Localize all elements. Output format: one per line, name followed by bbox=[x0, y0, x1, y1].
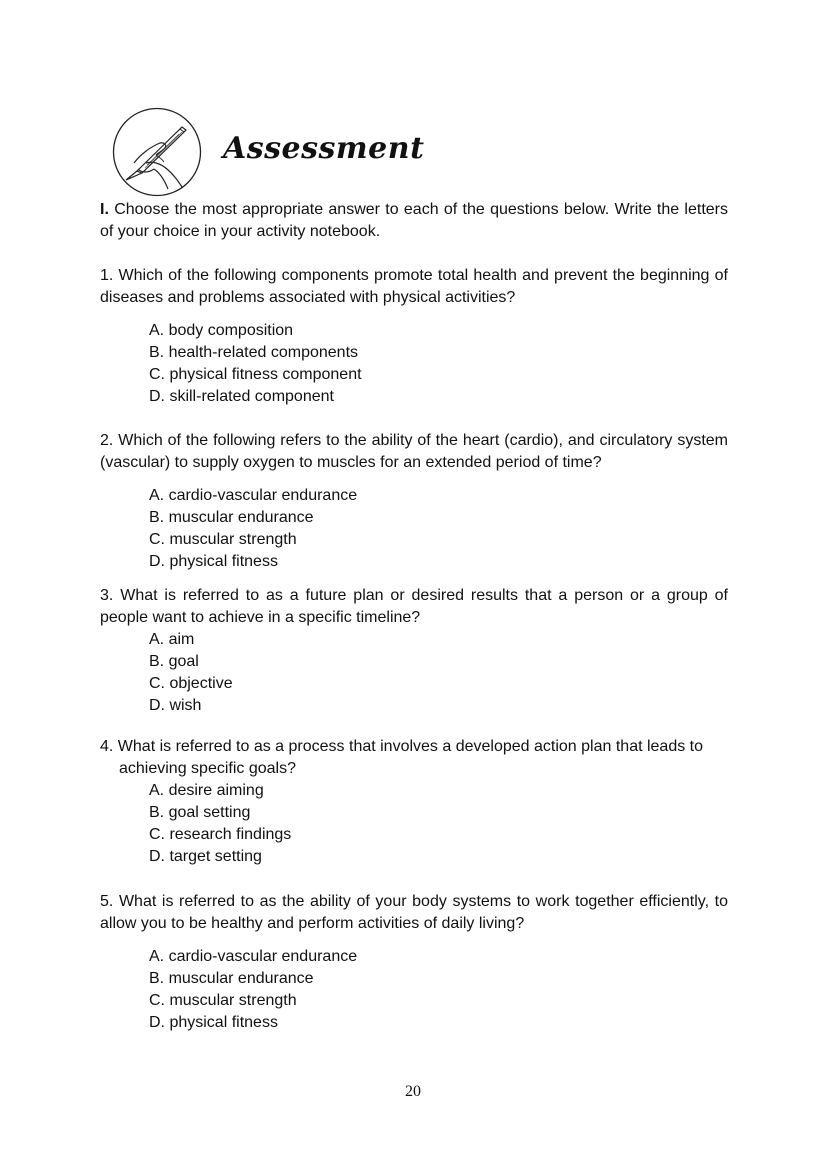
option-b: B. muscular endurance bbox=[149, 509, 314, 526]
section-numeral: I. bbox=[100, 201, 109, 218]
option-c: C. muscular strength bbox=[149, 992, 297, 1009]
question-4-options bbox=[149, 780, 291, 868]
assessment-header bbox=[112, 107, 512, 197]
option-b: B. health-related components bbox=[149, 344, 359, 361]
option-a: A. cardio-vascular endurance bbox=[149, 487, 358, 504]
question-5-text: 5. What is referred to as the ability of your body systems to work together efficiently, to allow you to be healthy and perform activities of daily living? bbox=[100, 893, 728, 932]
question-4-text bbox=[100, 736, 728, 780]
instructions-text: Choose the most appropriate answer to each of the questions below. Write the letters of your choice in your activity notebook. bbox=[100, 201, 728, 240]
option-b: B. muscular endurance bbox=[149, 970, 314, 987]
option-a: A. cardio-vascular endurance bbox=[149, 948, 358, 965]
question-4-line-2: achieving specific goals? bbox=[119, 760, 296, 777]
option-c: C. objective bbox=[149, 675, 233, 692]
option-a: A. body composition bbox=[149, 322, 294, 339]
option-a: A. aim bbox=[149, 631, 195, 648]
option-c: C. muscular strength bbox=[149, 531, 297, 548]
question-3-options bbox=[149, 629, 233, 717]
page-title: Assessment bbox=[223, 131, 425, 166]
page-number: 20 bbox=[405, 1083, 421, 1100]
question-5-options bbox=[149, 946, 357, 1034]
question-1-options bbox=[149, 320, 362, 408]
question-1-text: 1. Which of the following components promote total health and prevent the beginning of diseases and problems associated with physical activities? bbox=[100, 267, 728, 306]
question-2-text: 2. Which of the following refers to the ability of the heart (cardio), and circulatory system (vascular) to supply oxygen to muscles for an extended period of time? bbox=[100, 432, 728, 471]
instructions bbox=[100, 199, 728, 243]
option-c: C. physical fitness component bbox=[149, 366, 362, 383]
option-b: B. goal bbox=[149, 653, 199, 670]
question-2-options bbox=[149, 485, 357, 573]
question-3-text: 3. What is referred to as a future plan or desired results that a person or a group of people want to achieve in a specific timeline? bbox=[100, 587, 728, 626]
option-d: D. target setting bbox=[149, 848, 262, 865]
option-a: A. desire aiming bbox=[149, 782, 264, 799]
option-d: D. skill-related component bbox=[149, 388, 334, 405]
option-d: D. wish bbox=[149, 697, 202, 714]
option-b: B. goal setting bbox=[149, 804, 251, 821]
option-d: D. physical fitness bbox=[149, 553, 278, 570]
hand-writing-pencil-icon bbox=[112, 107, 202, 197]
option-c: C. research findings bbox=[149, 826, 292, 843]
option-d: D. physical fitness bbox=[149, 1014, 278, 1031]
question-4-line-1: 4. What is referred to as a process that involves a developed action plan that leads to bbox=[100, 738, 704, 755]
